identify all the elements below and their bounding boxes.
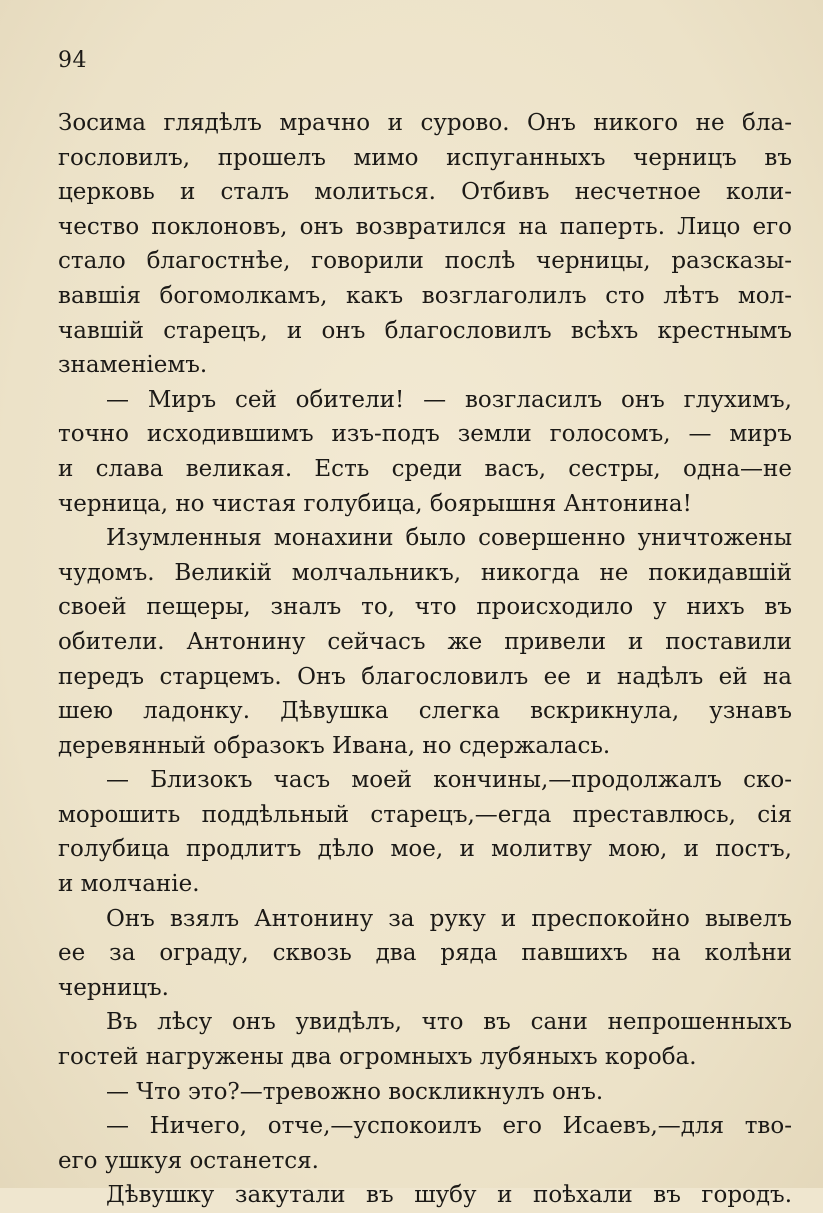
text-line: его ушкуя останется. xyxy=(58,1147,319,1174)
text-line: Зосима глядѣлъ мрачно и сурово. Онъ никого не бла- xyxy=(58,110,792,136)
text-line: чавшій старецъ, и онъ благословилъ всѣхъ крестнымъ xyxy=(58,317,792,344)
text-line: церковь и сталъ молиться. Отбивъ несчетное коли- xyxy=(58,179,792,206)
text-line: стало благостнѣе, говорили послѣ черницы, разсказы- xyxy=(58,248,792,275)
text-line: чудомъ. Великій молчальникъ, никогда не покидавшій xyxy=(58,559,792,586)
text-line: Въ лѣсу онъ увидѣлъ, что въ сани непрошенныхъ xyxy=(106,1009,792,1036)
text-line: морошить поддѣльный старецъ,—егда преставлюсь, сія xyxy=(58,801,792,828)
text-line: вавшія богомолкамъ, какъ возглаголилъ сто лѣтъ мол- xyxy=(58,282,792,309)
text-line: гостей нагружены два огромныхъ лубяныхъ короба. xyxy=(58,1044,697,1071)
text-line: шею ладонку. Дѣвушка слегка вскрикнула, узнавъ xyxy=(58,698,792,725)
text-line: — Что это?—тревожно воскликнулъ онъ. xyxy=(106,1078,604,1105)
text-line: голубица продлитъ дѣло мое, и молитву мою, и постъ, xyxy=(58,836,792,863)
text-line: обители. Антонину сейчасъ же привели и поставили xyxy=(58,628,792,655)
text-line: — Близокъ часъ моей кончины,—продолжалъ ско- xyxy=(106,767,792,794)
text-line: своей пещеры, зналъ то, что происходило у нихъ въ xyxy=(58,594,792,621)
text-line: знаменіемъ. xyxy=(58,352,208,379)
text-line: и слава великая. Есть среди васъ, сестры, одна—не xyxy=(58,455,792,482)
text-line: передъ старцемъ. Онъ благословилъ ее и надѣлъ ей на xyxy=(58,663,792,690)
text-line: черница, но чистая голубица, боярышня Антонина! xyxy=(58,490,692,517)
text-line: чество поклоновъ, онъ возвратился на паперть. Лицо его xyxy=(58,213,792,240)
text-line: черницъ. xyxy=(58,974,169,1001)
text-line: гословилъ, прошелъ мимо испуганныхъ черницъ въ xyxy=(58,144,792,171)
text-line: ее за ограду, сквозь два ряда павшихъ на колѣни xyxy=(58,940,792,967)
text-line: и молчаніе. xyxy=(58,871,200,898)
text-line: Дѣвушку закутали въ шубу и поѣхали въ городъ. xyxy=(106,1182,792,1209)
text-line: Изумленныя монахини было совершенно уничтожены xyxy=(106,525,792,552)
text-line: деревянный образокъ Ивана, но сдержалась. xyxy=(58,732,611,759)
text-line: — Миръ сей обители! — возгласилъ онъ глухимъ, xyxy=(106,386,792,413)
text-line: точно исходившимъ изъ-подъ земли голосомъ, — миръ xyxy=(58,421,792,448)
body-text xyxy=(58,106,792,1213)
page-number: 94 xyxy=(58,48,87,73)
text-line: Онъ взялъ Антонину за руку и преспокойно вывелъ xyxy=(106,905,792,932)
text-line: — Ничего, отче,—успокоилъ его Исаевъ,—для тво- xyxy=(106,1113,792,1140)
